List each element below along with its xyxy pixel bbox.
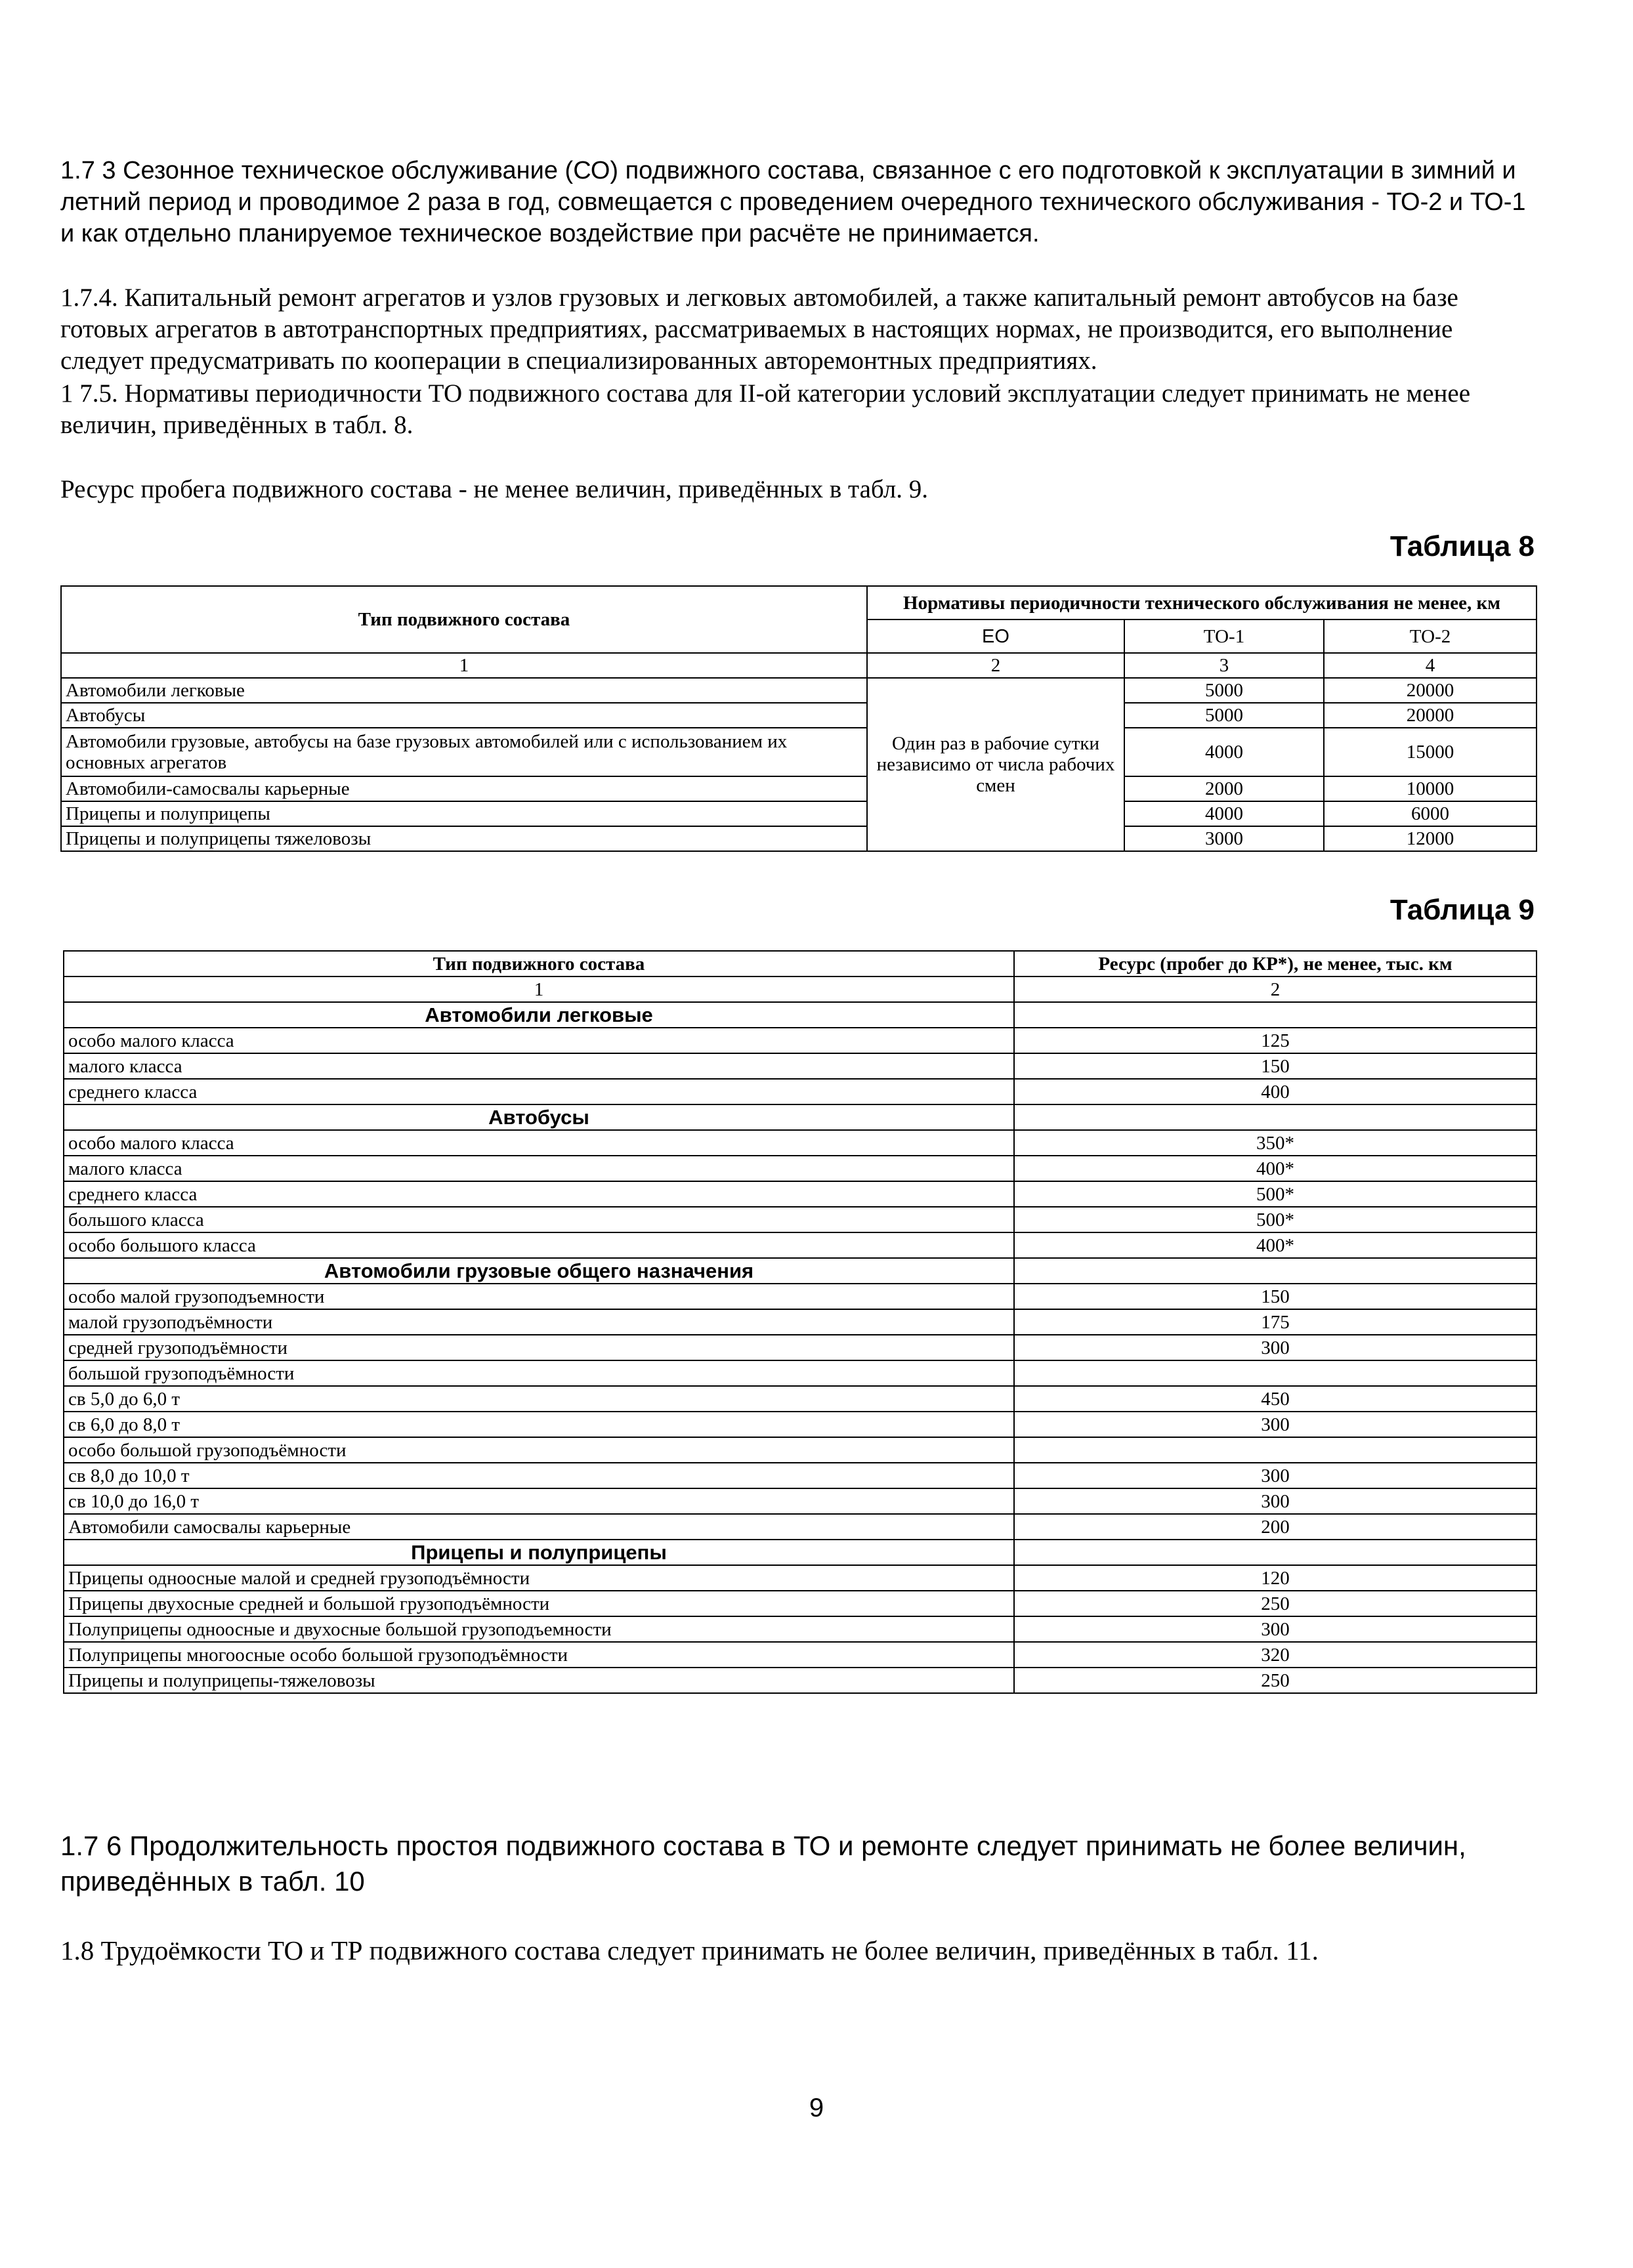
table9-row-value xyxy=(1014,1360,1537,1386)
table9-row-value: 300 xyxy=(1014,1488,1537,1514)
table8-row-to1: 5000 xyxy=(1124,678,1324,703)
table9-row-label: особо большой грузоподъёмности xyxy=(64,1437,1014,1463)
table-row xyxy=(64,1028,1537,1053)
table9-row-label: малой грузоподъёмности xyxy=(64,1309,1014,1335)
table9-row-label: малого класса xyxy=(64,1053,1014,1079)
table9-section-row xyxy=(64,1540,1537,1565)
table8-num: 2 xyxy=(867,653,1124,678)
table-row xyxy=(64,1156,1537,1181)
table-row xyxy=(64,1591,1537,1616)
table8-head-type: Тип подвижного состава xyxy=(61,586,867,653)
table-row xyxy=(64,1642,1537,1668)
table-row xyxy=(64,1053,1537,1079)
table-9 xyxy=(63,950,1537,1694)
paragraph-1-7-6: 1.7 6 Продолжительность простоя подвижного состава в ТО и ремонте следует принимать не более величин, приведённых в табл. 10 xyxy=(60,1830,1466,1897)
table-9-caption: Таблица 9 xyxy=(1389,894,1535,926)
table8-row-to2: 10000 xyxy=(1324,776,1537,801)
table8-col-eo: ЕО xyxy=(867,620,1124,653)
table-row xyxy=(64,1437,1537,1463)
table9-row-value: 320 xyxy=(1014,1642,1537,1668)
table9-row-label: св 5,0 до 6,0 т xyxy=(64,1386,1014,1412)
table9-section-empty xyxy=(1014,1002,1537,1028)
table9-row-value: 500* xyxy=(1014,1207,1537,1232)
table9-row-value: 150 xyxy=(1014,1053,1537,1079)
table9-row-value xyxy=(1014,1437,1537,1463)
table8-num: 1 xyxy=(61,653,867,678)
table9-row-label: большой грузоподъёмности xyxy=(64,1360,1014,1386)
table9-num: 2 xyxy=(1014,976,1537,1002)
table8-col-to1: ТО-1 xyxy=(1124,620,1324,653)
table8-eo-text: Один раз в рабочие сутки независимо от числа рабочих смен xyxy=(867,678,1124,851)
table9-section-empty xyxy=(1014,1540,1537,1565)
table9-row-value: 300 xyxy=(1014,1412,1537,1437)
table-row xyxy=(64,1668,1537,1693)
table-row xyxy=(64,1309,1537,1335)
table9-row-value: 400* xyxy=(1014,1232,1537,1258)
table-row xyxy=(64,1130,1537,1156)
table-row xyxy=(64,1616,1537,1642)
table9-row-label: Прицепы и полуприцепы-тяжеловозы xyxy=(64,1668,1014,1693)
paragraph-1-7-5: 1 7.5. Нормативы периодичности ТО подвижного состава для II-ой категории условий эксплуатации следует принимать не менее величин, приведённых в табл. 8. xyxy=(60,379,1471,439)
table9-section-title: Прицепы и полуприцепы xyxy=(64,1540,1014,1565)
table9-row-value: 175 xyxy=(1014,1309,1537,1335)
table9-row-value: 120 xyxy=(1014,1565,1537,1591)
table-row xyxy=(64,1360,1537,1386)
paragraph-1-7-4: 1.7.4. Капитальный ремонт агрегатов и узлов грузовых и легковых автомобилей, а также капитальный ремонт автобусов на базе готовых агрегатов в автотранспортных предприятиях, рассматриваемых в настоящих нормах, не производится, его выполнение следует предусматривать по кооперации в специализированных авторемонтных предприятиях. xyxy=(60,284,1458,375)
table9-row-value: 300 xyxy=(1014,1335,1537,1360)
table-row xyxy=(64,1284,1537,1309)
table9-row-label: Полуприцепы многоосные особо большой грузоподъёмности xyxy=(64,1642,1014,1668)
paragraph-1-7-3: 1.7 3 Сезонное техническое обслуживание (СО) подвижного состава, связанное с его подготовкой к эксплуатации в зимний и летний период и проводимое 2 раза в год, совмещается с проведением очередного технического обслуживания - ТО-2 и ТО-1 и как отдельно планируемое техническое воздействие при расчёте не принимается. xyxy=(60,157,1526,247)
table9-row-value: 250 xyxy=(1014,1668,1537,1693)
table9-head-type: Тип подвижного состава xyxy=(64,951,1014,976)
table9-section-title: Автомобили грузовые общего назначения xyxy=(64,1258,1014,1284)
table8-col-to2: ТО-2 xyxy=(1324,620,1537,653)
table-row xyxy=(64,1079,1537,1104)
table9-section-empty xyxy=(1014,1104,1537,1130)
table9-row-label: св 10,0 до 16,0 т xyxy=(64,1488,1014,1514)
table8-row-to1: 4000 xyxy=(1124,728,1324,776)
table9-row-label: Автомобили самосвалы карьерные xyxy=(64,1514,1014,1540)
table9-section-empty xyxy=(1014,1258,1537,1284)
table9-row-value: 500* xyxy=(1014,1181,1537,1207)
table9-row-value: 150 xyxy=(1014,1284,1537,1309)
table8-row-to2: 20000 xyxy=(1324,703,1537,728)
table8-row-type: Автобусы xyxy=(61,703,867,728)
table8-row-type: Прицепы и полуприцепы тяжеловозы xyxy=(61,826,867,851)
table-row xyxy=(64,1565,1537,1591)
table-row xyxy=(64,1412,1537,1437)
table9-row-value: 300 xyxy=(1014,1616,1537,1642)
table8-row-type: Автомобили грузовые, автобусы на базе грузовых автомобилей или с использованием их основных агрегатов xyxy=(61,728,867,776)
table9-row-label: особо большого класса xyxy=(64,1232,1014,1258)
table9-section-row xyxy=(64,1002,1537,1028)
table-row xyxy=(64,1335,1537,1360)
table9-row-label: Полуприцепы одноосные и двухосные большой грузоподъемности xyxy=(64,1616,1014,1642)
paragraph-resurs: Ресурс пробега подвижного состава - не менее величин, приведённых в табл. 9. xyxy=(60,475,928,503)
table9-section-title: Автобусы xyxy=(64,1104,1014,1130)
table9-row-value: 125 xyxy=(1014,1028,1537,1053)
table9-head-res: Ресурс (пробег до КР*), не менее, тыс. км xyxy=(1014,951,1537,976)
table-row xyxy=(64,1488,1537,1514)
table9-section-row xyxy=(64,1104,1537,1130)
table9-section-title: Автомобили легковые xyxy=(64,1002,1014,1028)
table8-head-norm: Нормативы периодичности технического обслуживания не менее, км xyxy=(867,586,1537,620)
table-8-caption: Таблица 8 xyxy=(1389,530,1535,562)
table9-row-label: св 8,0 до 10,0 т xyxy=(64,1463,1014,1488)
table9-row-value: 250 xyxy=(1014,1591,1537,1616)
table9-row-value: 450 xyxy=(1014,1386,1537,1412)
table9-row-label: большого класса xyxy=(64,1207,1014,1232)
table9-row-label: Прицепы двухосные средней и большой грузоподъёмности xyxy=(64,1591,1014,1616)
table9-row-label: св 6,0 до 8,0 т xyxy=(64,1412,1014,1437)
table-row xyxy=(64,1386,1537,1412)
table8-row-type: Автомобили-самосвалы карьерные xyxy=(61,776,867,801)
paragraph-1-8: 1.8 Трудоёмкости ТО и ТР подвижного состава следует принимать не более величин, приведённых в табл. 11. xyxy=(60,1935,1319,1965)
table9-row-value: 350* xyxy=(1014,1130,1537,1156)
table9-row-label: малого класса xyxy=(64,1156,1014,1181)
table8-row-to2: 12000 xyxy=(1324,826,1537,851)
table9-row-label: среднего класса xyxy=(64,1181,1014,1207)
table-row xyxy=(64,1463,1537,1488)
table9-num: 1 xyxy=(64,976,1014,1002)
table8-row-to2: 15000 xyxy=(1324,728,1537,776)
table-row xyxy=(64,1232,1537,1258)
table9-row-value: 300 xyxy=(1014,1463,1537,1488)
table8-row-to1: 5000 xyxy=(1124,703,1324,728)
table8-row-type: Автомобили легковые xyxy=(61,678,867,703)
table-row xyxy=(64,1207,1537,1232)
table9-row-value: 200 xyxy=(1014,1514,1537,1540)
table8-row-to2: 20000 xyxy=(1324,678,1537,703)
table9-row-label: средней грузоподъёмности xyxy=(64,1335,1014,1360)
table8-num: 4 xyxy=(1324,653,1537,678)
table9-row-value: 400* xyxy=(1014,1156,1537,1181)
table8-row-type: Прицепы и полуприцепы xyxy=(61,801,867,826)
table9-row-label: особо малого класса xyxy=(64,1028,1014,1053)
table8-row-to2: 6000 xyxy=(1324,801,1537,826)
table9-row-label: особо малой грузоподъемности xyxy=(64,1284,1014,1309)
table8-num: 3 xyxy=(1124,653,1324,678)
table-row xyxy=(64,1514,1537,1540)
table9-row-label: среднего класса xyxy=(64,1079,1014,1104)
table-8 xyxy=(60,585,1537,852)
table9-row-value: 400 xyxy=(1014,1079,1537,1104)
table9-row-label: особо малого класса xyxy=(64,1130,1014,1156)
table8-row-to1: 4000 xyxy=(1124,801,1324,826)
page-number: 9 xyxy=(809,2093,824,2122)
table9-row-label: Прицепы одноосные малой и средней грузоподъёмности xyxy=(64,1565,1014,1591)
table8-row-to1: 3000 xyxy=(1124,826,1324,851)
table-row xyxy=(64,1181,1537,1207)
table8-row-to1: 2000 xyxy=(1124,776,1324,801)
table9-section-row xyxy=(64,1258,1537,1284)
